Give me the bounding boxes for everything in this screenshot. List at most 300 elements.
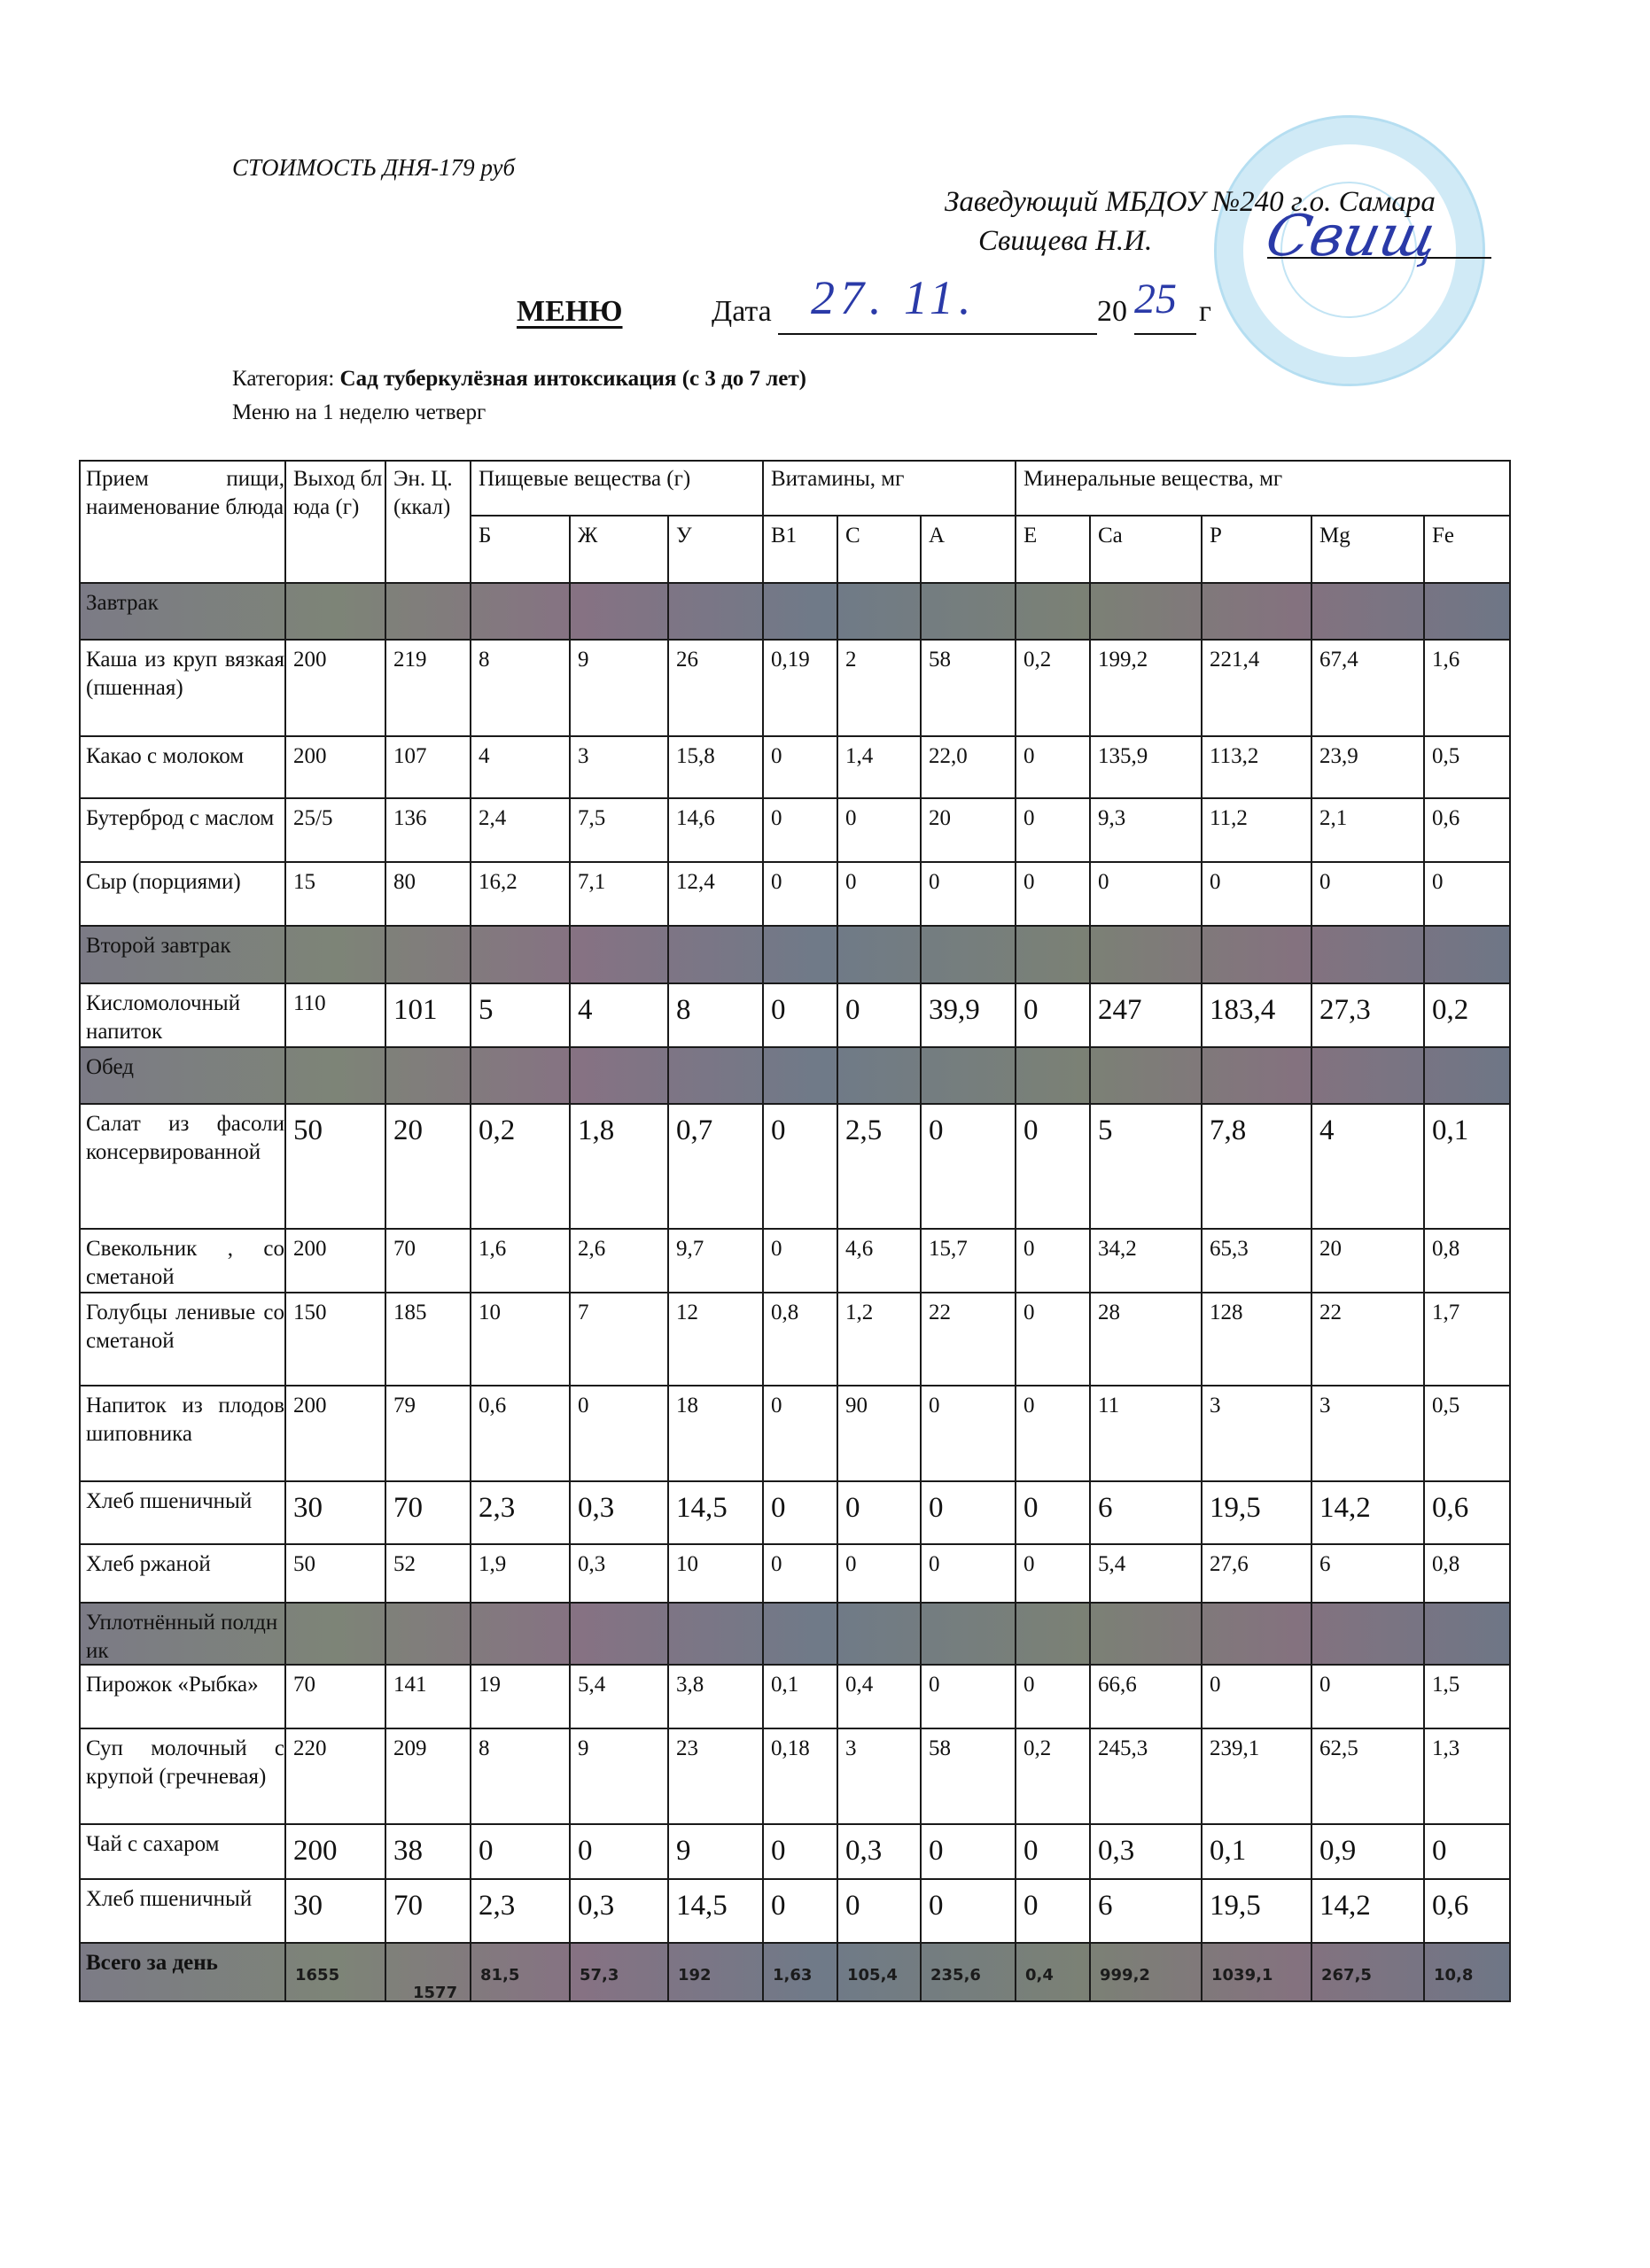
section-empty-cell xyxy=(1091,584,1202,641)
dish-value: 30 xyxy=(286,1482,386,1545)
dish-value: 0 xyxy=(838,799,922,863)
dish-value: 58 xyxy=(922,641,1016,737)
dish-value: 0 xyxy=(1425,1825,1511,1880)
dish-value: 52 xyxy=(386,1545,471,1604)
category-line xyxy=(232,367,806,392)
dish-value: 107 xyxy=(386,737,471,799)
header-minerals: Минеральные вещества, мг xyxy=(1016,460,1511,517)
section-empty-cell xyxy=(286,584,386,641)
section-empty-cell xyxy=(1202,1604,1312,1666)
dish-value: 0 xyxy=(1016,863,1091,927)
section-empty-cell xyxy=(1091,1604,1202,1666)
dish-value: 1,6 xyxy=(1425,641,1511,737)
dish-value: 209 xyxy=(386,1729,471,1825)
header-sub-e: E xyxy=(1016,517,1091,584)
year-suffix: г xyxy=(1199,295,1211,328)
dish-value: 0 xyxy=(922,1482,1016,1545)
dish-value: 0,6 xyxy=(1425,1482,1511,1545)
dish-value: 2,3 xyxy=(471,1482,571,1545)
total-value: 999,2 xyxy=(1091,1944,1202,2002)
dish-value: 2,1 xyxy=(1312,799,1425,863)
dish-value: 0,18 xyxy=(764,1729,838,1825)
signature-icon: Свищ xyxy=(1260,204,1444,269)
dish-value: 0 xyxy=(1016,984,1091,1048)
section-empty-cell xyxy=(1312,1048,1425,1105)
section-empty-cell xyxy=(669,1604,764,1666)
dish-value: 22 xyxy=(922,1293,1016,1386)
dish-value: 0,1 xyxy=(1425,1105,1511,1230)
total-label: Всего за день xyxy=(79,1944,286,2002)
dish-name: Чай с сахаром xyxy=(79,1825,286,1880)
dish-value: 0 xyxy=(838,1482,922,1545)
section-empty-cell xyxy=(1091,927,1202,984)
dish-value: 0 xyxy=(922,863,1016,927)
dish-value: 28 xyxy=(1091,1293,1202,1386)
dish-value: 0 xyxy=(838,863,922,927)
category-value: Сад туберкулёзная интоксикация (с 3 до 7 лет) xyxy=(339,367,806,391)
dish-value: 200 xyxy=(286,1230,386,1293)
dish-value: 18 xyxy=(669,1386,764,1482)
dish-value: 4 xyxy=(471,737,571,799)
menu-title: МЕНЮ xyxy=(517,295,623,328)
dish-value: 0,8 xyxy=(1425,1545,1511,1604)
dish-value: 34,2 xyxy=(1091,1230,1202,1293)
dish-value: 200 xyxy=(286,1386,386,1482)
dish-value: 0 xyxy=(922,1386,1016,1482)
dish-value: 23 xyxy=(669,1729,764,1825)
dish-value: 0 xyxy=(764,737,838,799)
dish-value: 200 xyxy=(286,641,386,737)
dish-value: 8 xyxy=(669,984,764,1048)
date-label: Дата xyxy=(712,295,772,328)
dish-value: 247 xyxy=(1091,984,1202,1048)
header-sub-mg: Mg xyxy=(1312,517,1425,584)
dish-value: 70 xyxy=(286,1666,386,1729)
dish-value: 0 xyxy=(1312,1666,1425,1729)
dish-value: 200 xyxy=(286,1825,386,1880)
section-empty-cell xyxy=(571,927,669,984)
dish-value: 0 xyxy=(1091,863,1202,927)
dish-value: 4,6 xyxy=(838,1230,922,1293)
section-empty-cell xyxy=(922,1604,1016,1666)
dish-value: 19,5 xyxy=(1202,1880,1312,1944)
header-sub-ж: Ж xyxy=(571,517,669,584)
dish-name: Голубцы ленивые со сметаной xyxy=(79,1293,286,1386)
dish-value: 4 xyxy=(571,984,669,1048)
dish-value: 0 xyxy=(838,1545,922,1604)
dish-value: 12 xyxy=(669,1293,764,1386)
section-empty-cell xyxy=(471,584,571,641)
dish-value: 19 xyxy=(471,1666,571,1729)
dish-value: 0,8 xyxy=(764,1293,838,1386)
section-empty-cell xyxy=(386,584,471,641)
dish-value: 0 xyxy=(764,1386,838,1482)
section-empty-cell xyxy=(571,1048,669,1105)
dish-value: 0,1 xyxy=(1202,1825,1312,1880)
section-empty-cell xyxy=(286,1048,386,1105)
dish-value: 0 xyxy=(1016,1386,1091,1482)
dish-value: 0,2 xyxy=(1016,641,1091,737)
dish-value: 0 xyxy=(764,984,838,1048)
total-value: 10,8 xyxy=(1425,1944,1511,2002)
dish-value: 26 xyxy=(669,641,764,737)
header-meal: Прием пищи, наименование блюда xyxy=(79,460,286,584)
dish-value: 70 xyxy=(386,1482,471,1545)
dish-name: Хлеб ржаной xyxy=(79,1545,286,1604)
section-empty-cell xyxy=(1016,1604,1091,1666)
dish-value: 5,4 xyxy=(1091,1545,1202,1604)
category-label: Категория: xyxy=(232,367,335,391)
dish-value: 200 xyxy=(286,737,386,799)
section-empty-cell xyxy=(669,927,764,984)
dish-value: 0,4 xyxy=(838,1666,922,1729)
dish-value: 1,2 xyxy=(838,1293,922,1386)
dish-value: 8 xyxy=(471,641,571,737)
dish-value: 3,8 xyxy=(669,1666,764,1729)
dish-value: 14,2 xyxy=(1312,1482,1425,1545)
dish-value: 0 xyxy=(922,1825,1016,1880)
dish-value: 1,8 xyxy=(571,1105,669,1230)
dish-value: 185 xyxy=(386,1293,471,1386)
header-sub-c: C xyxy=(838,517,922,584)
section-empty-cell xyxy=(286,1604,386,1666)
section-empty-cell xyxy=(1312,584,1425,641)
dish-value: 0 xyxy=(922,1880,1016,1944)
section-empty-cell xyxy=(471,1048,571,1105)
dish-value: 50 xyxy=(286,1105,386,1230)
year-value: 25 xyxy=(1134,276,1177,322)
dish-value: 1,6 xyxy=(471,1230,571,1293)
total-value: 57,3 xyxy=(571,1944,669,2002)
dish-value: 0,2 xyxy=(1425,984,1511,1048)
dish-value: 0 xyxy=(764,1230,838,1293)
date-line xyxy=(778,333,1097,335)
dish-value: 0 xyxy=(471,1825,571,1880)
dish-value: 7 xyxy=(571,1293,669,1386)
dish-value: 113,2 xyxy=(1202,737,1312,799)
dish-value: 0 xyxy=(764,1105,838,1230)
dish-value: 8 xyxy=(471,1729,571,1825)
dish-value: 79 xyxy=(386,1386,471,1482)
header-sub-fe: Fe xyxy=(1425,517,1511,584)
approver-title: Заведующий МБДОУ №240 г.о. Самара xyxy=(945,186,1436,218)
dish-value: 5 xyxy=(471,984,571,1048)
dish-value: 22,0 xyxy=(922,737,1016,799)
dish-value: 101 xyxy=(386,984,471,1048)
dish-value: 0 xyxy=(1016,1880,1091,1944)
dish-value: 5,4 xyxy=(571,1666,669,1729)
dish-value: 0 xyxy=(1016,737,1091,799)
dish-value: 25/5 xyxy=(286,799,386,863)
dish-value: 0,6 xyxy=(1425,1880,1511,1944)
dish-value: 150 xyxy=(286,1293,386,1386)
dish-value: 2,4 xyxy=(471,799,571,863)
dish-value: 0,3 xyxy=(571,1545,669,1604)
section-empty-cell xyxy=(471,1604,571,1666)
dish-value: 219 xyxy=(386,641,471,737)
year-prefix: 20 xyxy=(1097,295,1127,328)
header-sub-p: P xyxy=(1202,517,1312,584)
section-empty-cell xyxy=(838,1048,922,1105)
dish-value: 0 xyxy=(1016,1230,1091,1293)
section-empty-cell xyxy=(1425,927,1511,984)
dish-value: 199,2 xyxy=(1091,641,1202,737)
header-sub-b1: B1 xyxy=(764,517,838,584)
section-empty-cell xyxy=(386,927,471,984)
dish-value: 1,3 xyxy=(1425,1729,1511,1825)
dish-value: 1,5 xyxy=(1425,1666,1511,1729)
section-empty-cell xyxy=(386,1604,471,1666)
section-empty-cell xyxy=(838,927,922,984)
header-nutrients: Пищевые вещества (г) xyxy=(471,460,764,517)
total-value: 235,6 xyxy=(922,1944,1016,2002)
dish-value: 141 xyxy=(386,1666,471,1729)
section-empty-cell xyxy=(1425,584,1511,641)
section-empty-cell xyxy=(1016,927,1091,984)
dish-value: 0 xyxy=(571,1386,669,1482)
dish-value: 0,3 xyxy=(838,1825,922,1880)
section-empty-cell xyxy=(471,927,571,984)
dish-value: 2,6 xyxy=(571,1230,669,1293)
dish-value: 2,5 xyxy=(838,1105,922,1230)
dish-value: 0 xyxy=(764,1545,838,1604)
dish-value: 0 xyxy=(764,1482,838,1545)
section-title: Второй завтрак xyxy=(79,927,286,984)
header-sub-a: A xyxy=(922,517,1016,584)
year-line xyxy=(1134,333,1196,335)
section-empty-cell xyxy=(669,584,764,641)
dish-value: 9 xyxy=(571,1729,669,1825)
section-title: Обед xyxy=(79,1048,286,1105)
dish-value: 1,9 xyxy=(471,1545,571,1604)
day-cost: СТОИМОСТЬ ДНЯ-179 руб xyxy=(232,154,516,181)
dish-name: Свекольник , со сметаной xyxy=(79,1230,286,1293)
dish-value: 0 xyxy=(922,1105,1016,1230)
header-vitamins: Витамины, мг xyxy=(764,460,1016,517)
section-empty-cell xyxy=(764,1048,838,1105)
dish-name: Сыр (порциями) xyxy=(79,863,286,927)
dish-value: 7,5 xyxy=(571,799,669,863)
dish-value: 0,8 xyxy=(1425,1230,1511,1293)
dish-value: 14,6 xyxy=(669,799,764,863)
dish-value: 0 xyxy=(1425,863,1511,927)
dish-value: 62,5 xyxy=(1312,1729,1425,1825)
dish-value: 0 xyxy=(1016,799,1091,863)
dish-value: 58 xyxy=(922,1729,1016,1825)
dish-name: Хлеб пшеничный xyxy=(79,1880,286,1944)
section-empty-cell xyxy=(1312,1604,1425,1666)
dish-value: 10 xyxy=(471,1293,571,1386)
dish-value: 11 xyxy=(1091,1386,1202,1482)
dish-name: Бутерброд с маслом xyxy=(79,799,286,863)
dish-value: 5 xyxy=(1091,1105,1202,1230)
dish-value: 0 xyxy=(764,1880,838,1944)
header-sub-у: У xyxy=(669,517,764,584)
section-empty-cell xyxy=(1312,927,1425,984)
dish-value: 38 xyxy=(386,1825,471,1880)
dish-value: 30 xyxy=(286,1880,386,1944)
dish-value: 22 xyxy=(1312,1293,1425,1386)
header-sub-ca: Ca xyxy=(1091,517,1202,584)
dish-value: 0,6 xyxy=(471,1386,571,1482)
dish-value: 3 xyxy=(1202,1386,1312,1482)
dish-value: 245,3 xyxy=(1091,1729,1202,1825)
dish-value: 27,6 xyxy=(1202,1545,1312,1604)
dish-value: 220 xyxy=(286,1729,386,1825)
header-sub-б: Б xyxy=(471,517,571,584)
total-value: 81,5 xyxy=(471,1944,571,2002)
dish-value: 0 xyxy=(922,1666,1016,1729)
dish-value: 0,5 xyxy=(1425,737,1511,799)
dish-value: 15 xyxy=(286,863,386,927)
dish-value: 2,3 xyxy=(471,1880,571,1944)
dish-value: 14,5 xyxy=(669,1482,764,1545)
total-value: 0,4 xyxy=(1016,1944,1091,2002)
dish-value: 0,3 xyxy=(1091,1825,1202,1880)
section-empty-cell xyxy=(669,1048,764,1105)
dish-value: 239,1 xyxy=(1202,1729,1312,1825)
dish-value: 0,19 xyxy=(764,641,838,737)
section-empty-cell xyxy=(286,927,386,984)
date-value: 27. 11. xyxy=(811,271,977,324)
section-empty-cell xyxy=(571,1604,669,1666)
section-empty-cell xyxy=(922,1048,1016,1105)
dish-value: 0,3 xyxy=(571,1482,669,1545)
total-value: 1039,1 xyxy=(1202,1944,1312,2002)
dish-value: 50 xyxy=(286,1545,386,1604)
dish-value: 80 xyxy=(386,863,471,927)
dish-value: 0 xyxy=(1016,1293,1091,1386)
dish-value: 136 xyxy=(386,799,471,863)
dish-name: Суп молочный с крупой (гречневая) xyxy=(79,1729,286,1825)
total-value: 1,63 xyxy=(764,1944,838,2002)
dish-name: Пирожок «Рыбка» xyxy=(79,1666,286,1729)
approver-name: Свищева Н.И. xyxy=(978,225,1153,257)
dish-name: Какао с молоком xyxy=(79,737,286,799)
dish-value: 0 xyxy=(764,863,838,927)
section-empty-cell xyxy=(764,584,838,641)
dish-value: 0,1 xyxy=(764,1666,838,1729)
dish-value: 0,6 xyxy=(1425,799,1511,863)
dish-value: 20 xyxy=(386,1105,471,1230)
dish-value: 7,1 xyxy=(571,863,669,927)
dish-value: 27,3 xyxy=(1312,984,1425,1048)
dish-value: 20 xyxy=(1312,1230,1425,1293)
dish-value: 10 xyxy=(669,1545,764,1604)
dish-value: 16,2 xyxy=(471,863,571,927)
dish-value: 0 xyxy=(1202,1666,1312,1729)
dish-value: 0,5 xyxy=(1425,1386,1511,1482)
dish-value: 66,6 xyxy=(1091,1666,1202,1729)
dish-value: 110 xyxy=(286,984,386,1048)
dish-value: 128 xyxy=(1202,1293,1312,1386)
dish-value: 6 xyxy=(1091,1482,1202,1545)
dish-value: 65,3 xyxy=(1202,1230,1312,1293)
dish-value: 0 xyxy=(1016,1482,1091,1545)
dish-value: 0,7 xyxy=(669,1105,764,1230)
dish-name: Кисломолочный напиток xyxy=(79,984,286,1048)
dish-value: 20 xyxy=(922,799,1016,863)
section-title: Завтрак xyxy=(79,584,286,641)
dish-value: 15,8 xyxy=(669,737,764,799)
section-empty-cell xyxy=(838,584,922,641)
dish-value: 3 xyxy=(571,737,669,799)
section-empty-cell xyxy=(571,584,669,641)
section-empty-cell xyxy=(838,1604,922,1666)
dish-value: 9,7 xyxy=(669,1230,764,1293)
dish-value: 4 xyxy=(1312,1105,1425,1230)
section-empty-cell xyxy=(1425,1048,1511,1105)
dish-value: 0 xyxy=(764,1825,838,1880)
week-line: Меню на 1 неделю четверг xyxy=(232,400,486,424)
dish-value: 1,7 xyxy=(1425,1293,1511,1386)
dish-value: 0,2 xyxy=(471,1105,571,1230)
dish-value: 0 xyxy=(838,1880,922,1944)
dish-value: 6 xyxy=(1312,1545,1425,1604)
dish-value: 0 xyxy=(1016,1105,1091,1230)
dish-value: 183,4 xyxy=(1202,984,1312,1048)
dish-value: 0 xyxy=(1016,1666,1091,1729)
dish-value: 6 xyxy=(1091,1880,1202,1944)
dish-value: 135,9 xyxy=(1091,737,1202,799)
dish-value: 0 xyxy=(922,1545,1016,1604)
dish-value: 0 xyxy=(1016,1545,1091,1604)
dish-name: Хлеб пшеничный xyxy=(79,1482,286,1545)
section-empty-cell xyxy=(1202,927,1312,984)
dish-value: 221,4 xyxy=(1202,641,1312,737)
dish-value: 11,2 xyxy=(1202,799,1312,863)
header-energy: Эн. Ц.(ккал) xyxy=(386,460,471,584)
dish-value: 19,5 xyxy=(1202,1482,1312,1545)
dish-value: 70 xyxy=(386,1230,471,1293)
total-value: 105,4 xyxy=(838,1944,922,2002)
section-empty-cell xyxy=(1091,1048,1202,1105)
section-empty-cell xyxy=(1202,1048,1312,1105)
dish-value: 9 xyxy=(669,1825,764,1880)
dish-value: 14,2 xyxy=(1312,1880,1425,1944)
dish-value: 0 xyxy=(764,799,838,863)
dish-value: 0,2 xyxy=(1016,1729,1091,1825)
dish-name: Напиток из плодов шиповника xyxy=(79,1386,286,1482)
dish-value: 2 xyxy=(838,641,922,737)
dish-name: Каша из круп вязкая (пшенная) xyxy=(79,641,286,737)
dish-value: 0 xyxy=(571,1825,669,1880)
dish-value: 1,4 xyxy=(838,737,922,799)
dish-value: 70 xyxy=(386,1880,471,1944)
dish-value: 12,4 xyxy=(669,863,764,927)
dish-value: 67,4 xyxy=(1312,641,1425,737)
section-empty-cell xyxy=(922,927,1016,984)
section-empty-cell xyxy=(1425,1604,1511,1666)
dish-value: 14,5 xyxy=(669,1880,764,1944)
dish-value: 0,3 xyxy=(571,1880,669,1944)
dish-value: 90 xyxy=(838,1386,922,1482)
dish-value: 15,7 xyxy=(922,1230,1016,1293)
total-value: 1655 xyxy=(286,1944,386,2002)
dish-value: 0 xyxy=(838,984,922,1048)
section-title: Уплотнённый полдник xyxy=(79,1604,286,1666)
total-value: 192 xyxy=(669,1944,764,2002)
total-value: 1577 xyxy=(386,1944,471,2002)
dish-value: 23,9 xyxy=(1312,737,1425,799)
section-empty-cell xyxy=(922,584,1016,641)
header-yield: Выход блюда (г) xyxy=(286,460,386,584)
total-value: 267,5 xyxy=(1312,1944,1425,2002)
dish-value: 9,3 xyxy=(1091,799,1202,863)
dish-value: 7,8 xyxy=(1202,1105,1312,1230)
dish-value: 9 xyxy=(571,641,669,737)
dish-value: 0 xyxy=(1312,863,1425,927)
